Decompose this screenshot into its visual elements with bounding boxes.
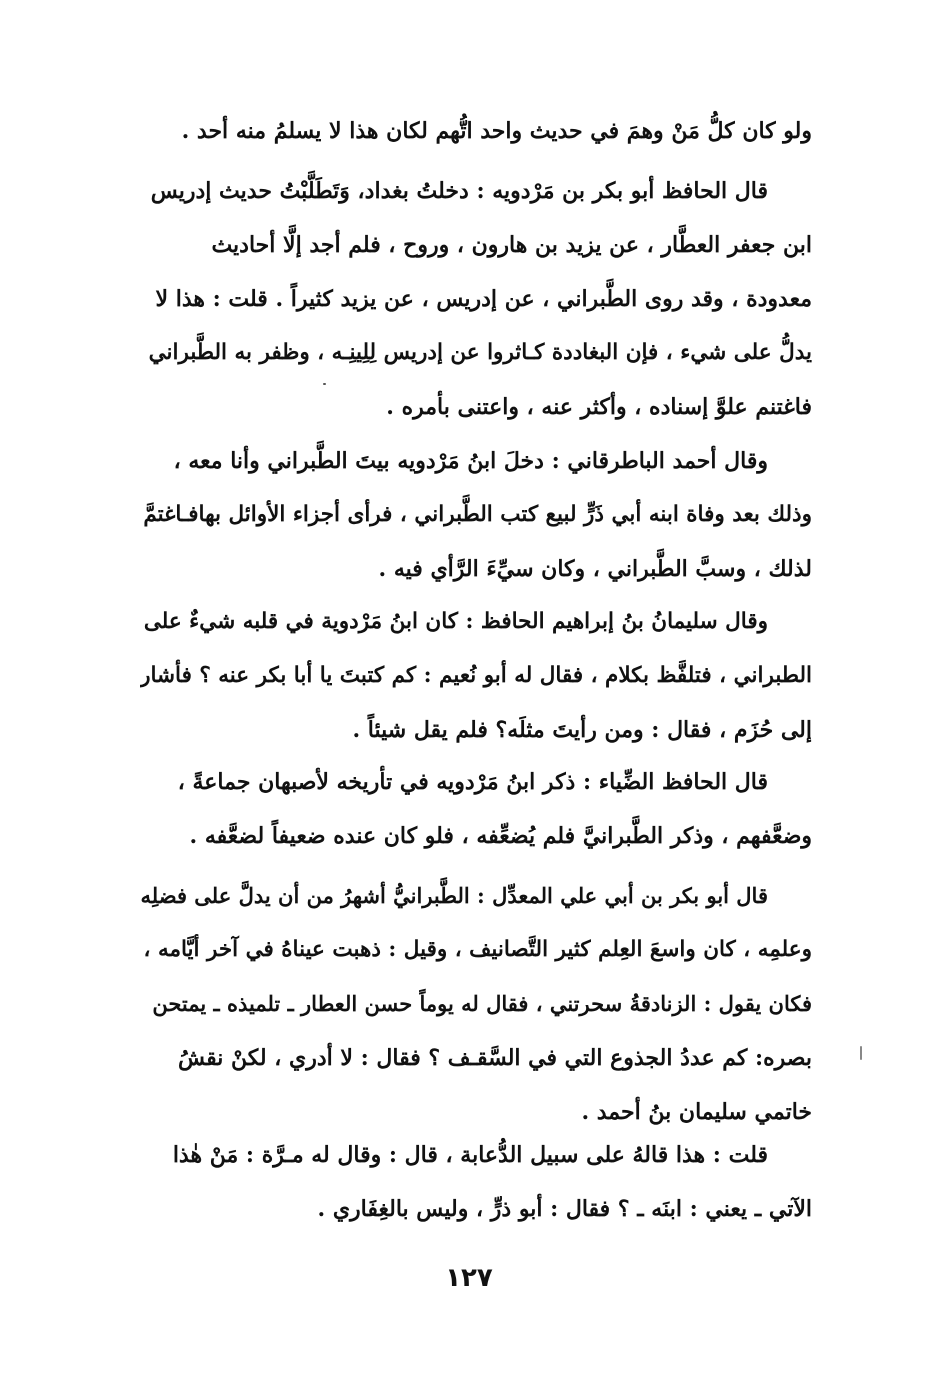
scan-speck xyxy=(323,383,326,385)
text-line: الآتي ـ يعني : ابنَه ـ ؟ فقال : أبو ذرٍّ ، وليس بالغِفَاري . xyxy=(317,1196,812,1222)
paragraph-7 xyxy=(140,1128,812,1236)
text-line: ابن جعفر العطَّار ، عن يزيد بن هارون ، وروح ، فلم أجد إلَّا أحاديث xyxy=(211,232,812,258)
paragraph-3 xyxy=(140,434,812,596)
paragraph-1 xyxy=(140,104,812,158)
text-line: فكان يقول : الزنادقةُ سحرتني ، فقال له يوماً حسن العطار ـ تلميذه ـ يمتحن xyxy=(152,991,812,1016)
text-line: لذلك ، وسبَّ الطَّبراني ، وكان سيِّءَ الرَّأي فيه . xyxy=(378,556,812,582)
text-line: معدودة ، وقد روى الطَّبراني ، عن إدريس ، عن يزيد كثيراً . قلت : هذا لا xyxy=(155,286,812,312)
text-line: وقال أحمد الباطرقاني : دخلَ ابنُ مَرْدويه بيتَ الطَّبراني وأنا معه ، xyxy=(173,448,768,474)
text-line: وذلك بعد وفاة ابنه أبي ذَرٍّ لبيع كتب الطَّبراني ، فرأى أجزاء الأوائل بهافـاغتمَّ xyxy=(143,502,812,527)
scan-speck xyxy=(860,1046,862,1060)
text-line: فاغتنم علوَّ إسناده ، وأكثر عنه ، واعتنى بأمره . xyxy=(386,394,812,420)
paragraph-2 xyxy=(140,164,812,434)
text-line: يدلُّ على شيء ، فإن البغاددة كـاثروا عن إدريس لِلِينِـه ، وظفر به الطَّبراني xyxy=(148,340,812,365)
paragraph-5 xyxy=(140,755,812,863)
text-line: وعلمِه ، كان واسعَ العِلم كثير التَّصانيف ، وقيل : ذهبت عيناهُ في آخر أيَّامه ، xyxy=(143,937,812,962)
text-line: الطبراني ، فتلفَّظ بكلام ، فقال له أبو نُعيم : كم كتبتَ يا أبا بكر عنه ؟ فأشار xyxy=(140,663,812,688)
page-number: ١٢٧ xyxy=(445,1263,493,1293)
text-line: إلى حُزَم ، فقال : ومن رأيتَ مثلَه؟ فلم يقل شيئاً . xyxy=(352,717,812,743)
text-line: قال الحافظ الضِّياء : ذكر ابنُ مَرْدويه في تأريخه لأصبهان جماعةً ، xyxy=(177,769,768,795)
text-line: قال الحافظ أبو بكر بن مَرْدويه : دخلتُ بغداد، وَتَطَلَّبْتُ حديث إدريس xyxy=(150,178,768,204)
text-line: وقال سليمانُ بنُ إبراهيم الحافظ : كان ابنُ مَرْدوية في قلبه شيءٌ على xyxy=(143,609,768,634)
text-line: بصره: كم عددُ الجذوع التي في السَّقـف ؟ فقال : لا أدري ، لكنْ نقشُ xyxy=(178,1045,812,1071)
paragraph-4 xyxy=(140,595,812,757)
text-line: خاتمي سليمان بنُ أحمد . xyxy=(581,1099,812,1125)
text-line: قلت : هذا قالهُ على سبيل الدُّعابة ، قال : وقال له مـرَّة : مَنْ هٰذا xyxy=(172,1142,768,1168)
text-line: وضعَّفهم ، وذكر الطَّبرانيَّ فلم يُضعِّفه ، فلو كان عنده ضعيفاً لضعَّفه . xyxy=(189,823,812,849)
text-line: قال أبو بكر بن أبي علي المعدِّل : الطَّبرانيُّ أشهرُ من أن يدلَّ على فضلِه xyxy=(140,883,768,908)
text-line: ولو كان كلُّ مَنْ وهمَ في حديث واحد اتُّهم لكان هذا لا يسلمُ منه أحد . xyxy=(181,118,812,144)
paragraph-6 xyxy=(140,869,812,1139)
